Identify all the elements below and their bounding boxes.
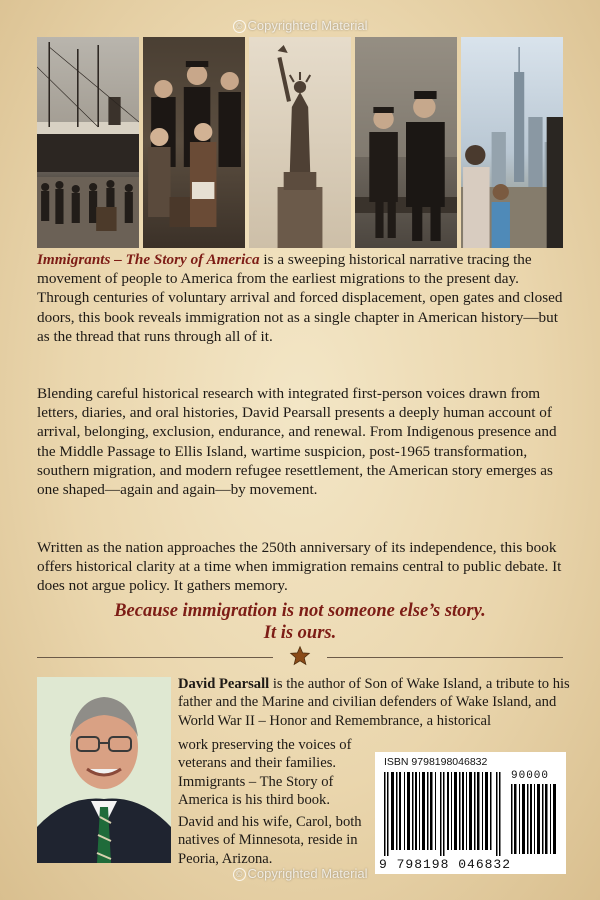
paragraph-2: Blending careful historical research with integrated first-person voices drawn from letters, diaries, and oral histories, David Pearsall presents a deeply human account of arrival, belonging, exclusion, endurance, and renewal. From Indigenous presence and the Middle Passage to Ellis Island, wartime suspicion, post-1965 transformation, southern migration, and modern refugee resettlement, the American story emerges as one shaped—again and again—by movement.: [37, 385, 557, 499]
tagline-line2: It is ours.: [263, 623, 337, 643]
author-name: David Pearsall: [178, 676, 270, 692]
author-bio-text: is the author of Son of Wake Island, a tribute to his father and the Marine and civilian defenders of Wake Island, and World War II – Honor and Remembrance, a historical: [178, 676, 570, 729]
tagline-line1: Because immigration is not someone else’s story.: [114, 601, 486, 621]
photo-statue-of-liberty: [249, 37, 351, 248]
paragraph-3: Written as the nation approaches the 250th anniversary of its independence, this book offers historical clarity at a time when immigration remains central to public debate. It does not argue policy. It gathers memory.: [37, 539, 562, 595]
photo-immigrant-family: [143, 37, 245, 248]
photo-strip: [37, 37, 563, 248]
price-code: 90000: [511, 770, 550, 782]
author-bio-continued: work preserving the voices of veterans and their families. Immigrants – The Story of America is his third book.: [178, 737, 352, 809]
author-personal: David and his wife, Carol, both natives of Minnesota, reside in Peoria, Arizona.: [178, 814, 362, 867]
author-bio: [178, 675, 573, 730]
intro-paragraph: [37, 250, 567, 346]
book-title: Immigrants – The Story of America: [37, 251, 260, 268]
photo-boy-and-man: [355, 37, 457, 248]
photo-ocean-liner: [37, 37, 139, 248]
isbn-digits: 9 798198 046832: [379, 857, 512, 872]
isbn-barcode: [384, 772, 504, 856]
watermark-bottom: © Copyrighted Material: [0, 866, 600, 881]
divider-right: [327, 657, 563, 658]
intro-text: is a sweeping historical narrative tracing the movement of people to America from the earliest migrations to the present day. Through centuries of voluntary arrival and forced displacement, open gates and closed doors, this book reveals immigration not as a single chapter in American history—but as the thread that runs through all of it.: [37, 251, 563, 345]
author-photo: [37, 677, 171, 863]
photo-mother-child-skyline: [461, 37, 563, 248]
price-barcode: [511, 784, 557, 854]
isbn-label: ISBN 9798198046832: [384, 756, 488, 768]
divider-left: [37, 657, 273, 658]
watermark-top: © Copyrighted Material: [0, 18, 600, 33]
star-icon: [289, 645, 311, 667]
barcode-box: [375, 752, 566, 874]
